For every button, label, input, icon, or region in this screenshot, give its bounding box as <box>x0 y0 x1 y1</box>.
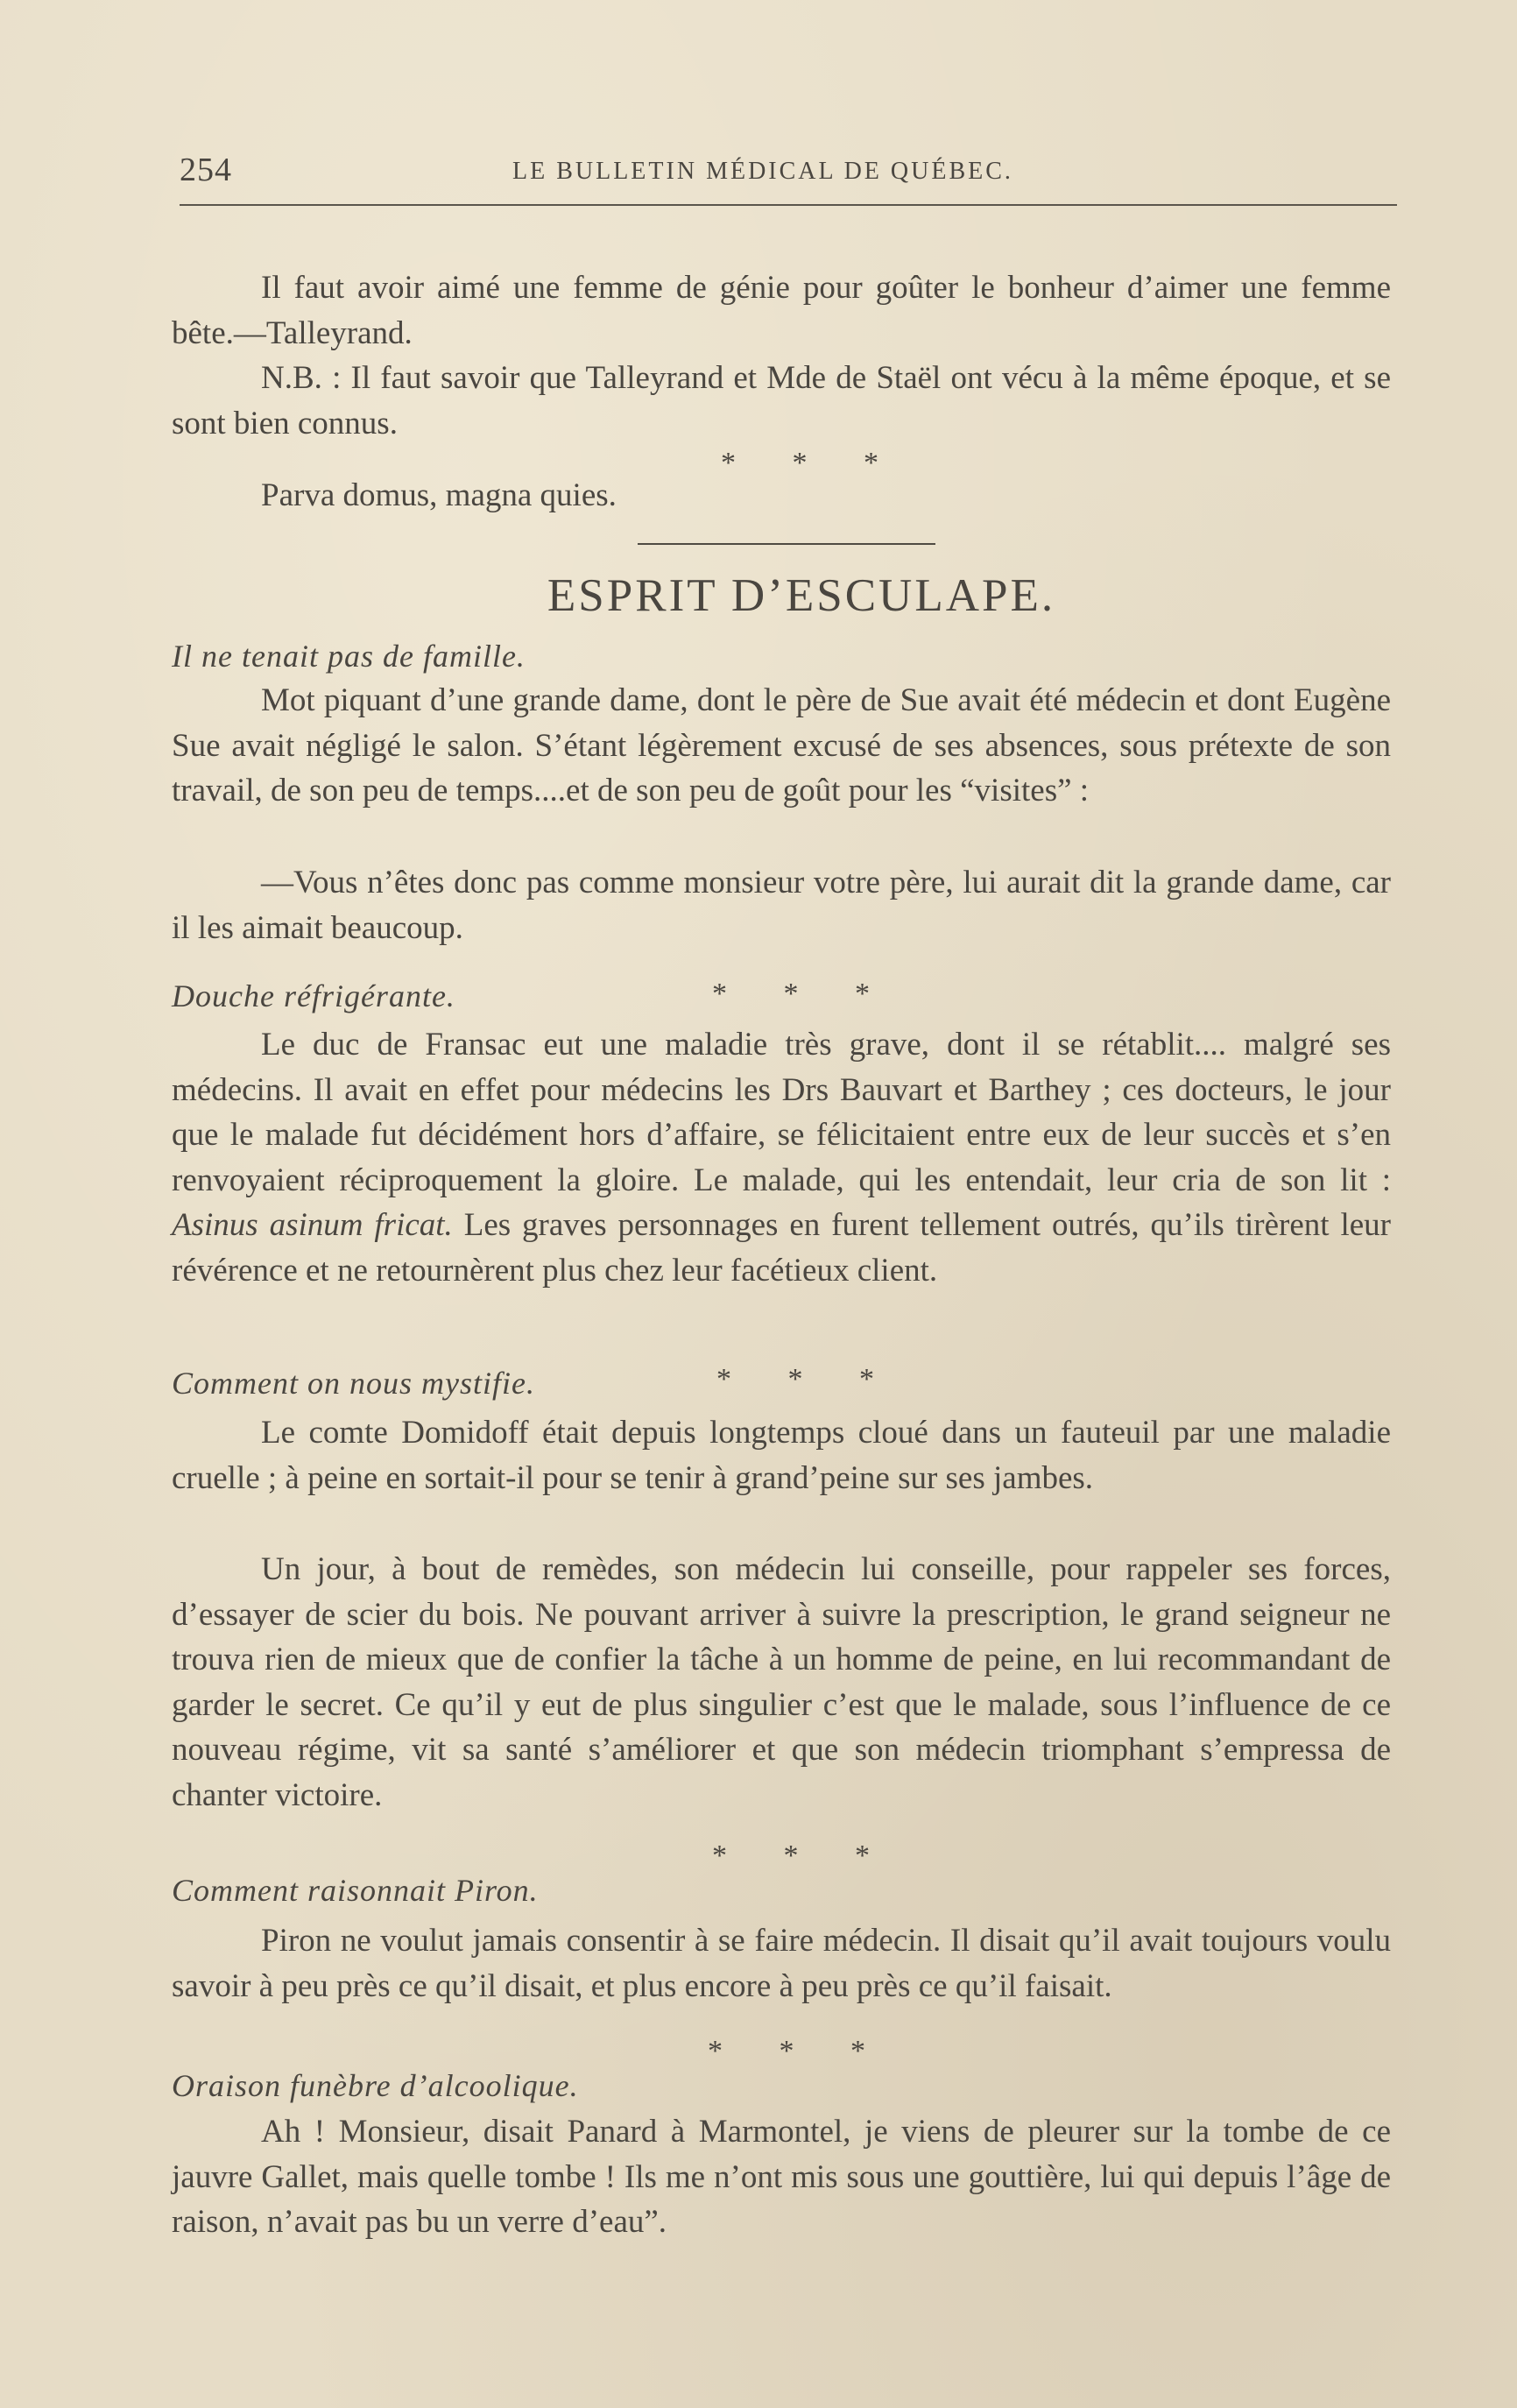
anecdote-text: Le duc de Fransac eut une maladie très grave, dont il se rétablit.... malgré ses médecins. Il avait en effet pour médecins les Drs Bauvart et Barthey ; ces docteurs, le jour que le malade fut décidément hors d’affaire, se félicitaient entre eux de leur succès et s’en renvoyaient réciproquement la gloire. Le malade, qui les entendait, leur cria de son lit : <box>172 1027 1391 1198</box>
anecdote-text: Les graves personnages en furent tellement outrés, qu’ils tirèrent leur révérence et ne retournèrent plus chez leur facétieux client. <box>172 1207 1391 1289</box>
anecdote-paragraph: Mot piquant d’une grande dame, dont le père de Sue avait été médecin et dont Eugène Sue avait négligé le salon. S’étant légèrement excusé de ses absences, sous prétexte de son travail, de son peu de temps....et de son peu de goût pour les “visites” : <box>172 682 1391 809</box>
anecdote-paragraph: Un jour, à bout de remèdes, son médecin lui conseille, pour rappeler ses forces, d’essayer de scier du bois. Ne pouvant arriver à suivre la prescription, le grand seigneur ne trouva rien de mieux que de confier la tâche à un homme de peine, en lui recommandant de garder le secret. Ce qu’il y eut de plus singulier c’est que le malade, sous l’influence de ce nouveau régime, vit sa santé s’améliorer et que son médecin triomphant s’empressa de chanter victoire. <box>172 1551 1391 1813</box>
anecdote-heading: Comment on nous mystifie. <box>172 1366 535 1401</box>
talleyrand-quote: Il faut avoir aimé une femme de génie pour goûter le bonheur d’aimer une femme bête.—Talleyrand. <box>172 270 1391 351</box>
anecdote-stars: * * * <box>712 1840 894 1872</box>
anecdote-heading: Il ne tenait pas de famille. <box>172 639 526 674</box>
section-separator-stars: * * * <box>721 447 903 479</box>
section-title: ESPRIT D’ESCULAPE. <box>547 570 1056 621</box>
anecdote-paragraph: Piron ne voulut jamais consentir à se faire médecin. Il disait qu’il avait toujours voulu savoir à peu près ce qu’il disait, et plus encore à peu près ce qu’il faisait. <box>172 1923 1391 2004</box>
anecdote-paragraph: —Vous n’êtes donc pas comme monsieur votre père, lui aurait dit la grande dame, car il les aimait beaucoup. <box>172 865 1391 946</box>
anecdote-paragraph: Ah ! Monsieur, disait Panard à Marmontel, je viens de pleurer sur la tombe de ce jauvre Gallet, mais quelle tombe ! Ils me n’ont mis sous une gouttière, lui qui depuis l’âge de raison, n’avait pas bu un verre d’eau”. <box>172 2114 1391 2240</box>
anecdote-heading: Comment raisonnait Piron. <box>172 1873 539 1908</box>
anecdote-paragraph: Le comte Domidoff était depuis longtemps cloué dans un fauteuil par une maladie cruelle ; à peine en sortait-il pour se tenir à grand’peine sur ses jambes. <box>172 1415 1391 1496</box>
anecdote-stars: * * * <box>712 978 894 1010</box>
running-title: LE BULLETIN MÉDICAL DE QUÉBEC. <box>512 158 1013 185</box>
anecdote-stars: * * * <box>708 2035 890 2067</box>
nb-note: N.B. : Il faut savoir que Talleyrand et Mde de Staël ont vécu à la même époque, et se sont bien connus. <box>172 360 1391 441</box>
anecdote-paragraph <box>172 1022 1391 1293</box>
header-rule <box>180 204 1397 206</box>
parva-quote: Parva domus, magna quies. <box>261 477 617 513</box>
anecdote-stars: * * * <box>716 1363 899 1395</box>
page-number: 254 <box>180 152 232 188</box>
page-header <box>180 151 1397 194</box>
anecdote-heading: Douche réfrigérante. <box>172 978 455 1013</box>
anecdote-heading: Oraison funèbre d’alcoolique. <box>172 2068 579 2103</box>
section-rule <box>638 543 935 545</box>
latin-phrase: Asinus asinum fricat. <box>172 1207 453 1243</box>
